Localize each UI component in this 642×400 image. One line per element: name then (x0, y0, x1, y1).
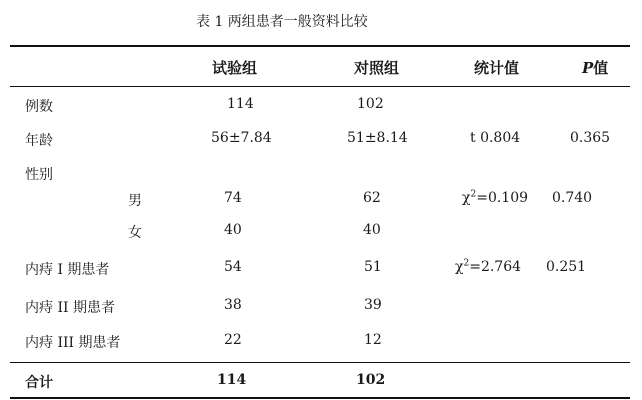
header-trial-group: 试验组 (212, 59, 258, 77)
row-label-female: 女 (128, 225, 142, 241)
bottom-rule (10, 397, 630, 399)
cell-stage2-trial: 38 (224, 297, 242, 313)
row-label-cases: 例数 (25, 99, 53, 115)
header-p-suffix: 值 (593, 59, 609, 77)
cell-age-p: 0.365 (570, 130, 611, 146)
row-label-age: 年龄 (25, 133, 53, 149)
row-label-stage-1: 内痔 I 期患者 (25, 262, 110, 278)
cell-female-control: 40 (363, 222, 381, 238)
header-rule (10, 86, 630, 87)
cell-stage1-control: 51 (364, 259, 382, 275)
header-control-group: 对照组 (354, 59, 400, 77)
cell-stage-p: 0.251 (546, 259, 587, 275)
cell-stage2-control: 39 (364, 297, 382, 313)
header-p-letter: P (582, 59, 594, 77)
cell-cases-control: 102 (357, 96, 384, 112)
cell-total-control: 102 (356, 372, 386, 388)
cell-stage3-control: 12 (364, 332, 382, 348)
chi-symbol: χ (455, 259, 464, 275)
cell-male-control: 62 (363, 190, 381, 206)
cell-stage-statistic (455, 259, 521, 275)
cell-stage3-trial: 22 (224, 332, 242, 348)
header-p-value (582, 57, 608, 78)
chi-value: =0.109 (476, 190, 529, 206)
table-caption-text: 表 1 两组患者一般资料比较 (196, 14, 368, 30)
row-label-male: 男 (128, 193, 142, 209)
row-label-gender: 性别 (25, 167, 53, 183)
chi-symbol: χ (462, 190, 471, 206)
row-label-stage-2: 内痔 II 期患者 (25, 300, 115, 316)
cell-cases-trial: 114 (227, 96, 254, 112)
header-statistic: 统计值 (474, 59, 520, 77)
cell-gender-p: 0.740 (552, 190, 593, 206)
cell-female-trial: 40 (224, 222, 242, 238)
cell-gender-statistic (462, 190, 528, 206)
chi-value: =2.764 (469, 259, 522, 275)
cell-total-trial: 114 (217, 372, 247, 388)
cell-male-trial: 74 (224, 190, 242, 206)
row-label-total: 合计 (25, 375, 53, 391)
top-rule (10, 45, 630, 47)
chi-superscript: 2 (470, 189, 477, 200)
chi-superscript: 2 (463, 258, 470, 269)
cell-age-control: 51±8.14 (347, 130, 408, 146)
total-rule (10, 362, 630, 363)
cell-age-statistic: t 0.804 (470, 130, 521, 146)
cell-stage1-trial: 54 (224, 259, 242, 275)
cell-age-trial: 56±7.84 (211, 130, 272, 146)
row-label-stage-3: 内痔 III 期患者 (25, 335, 121, 351)
